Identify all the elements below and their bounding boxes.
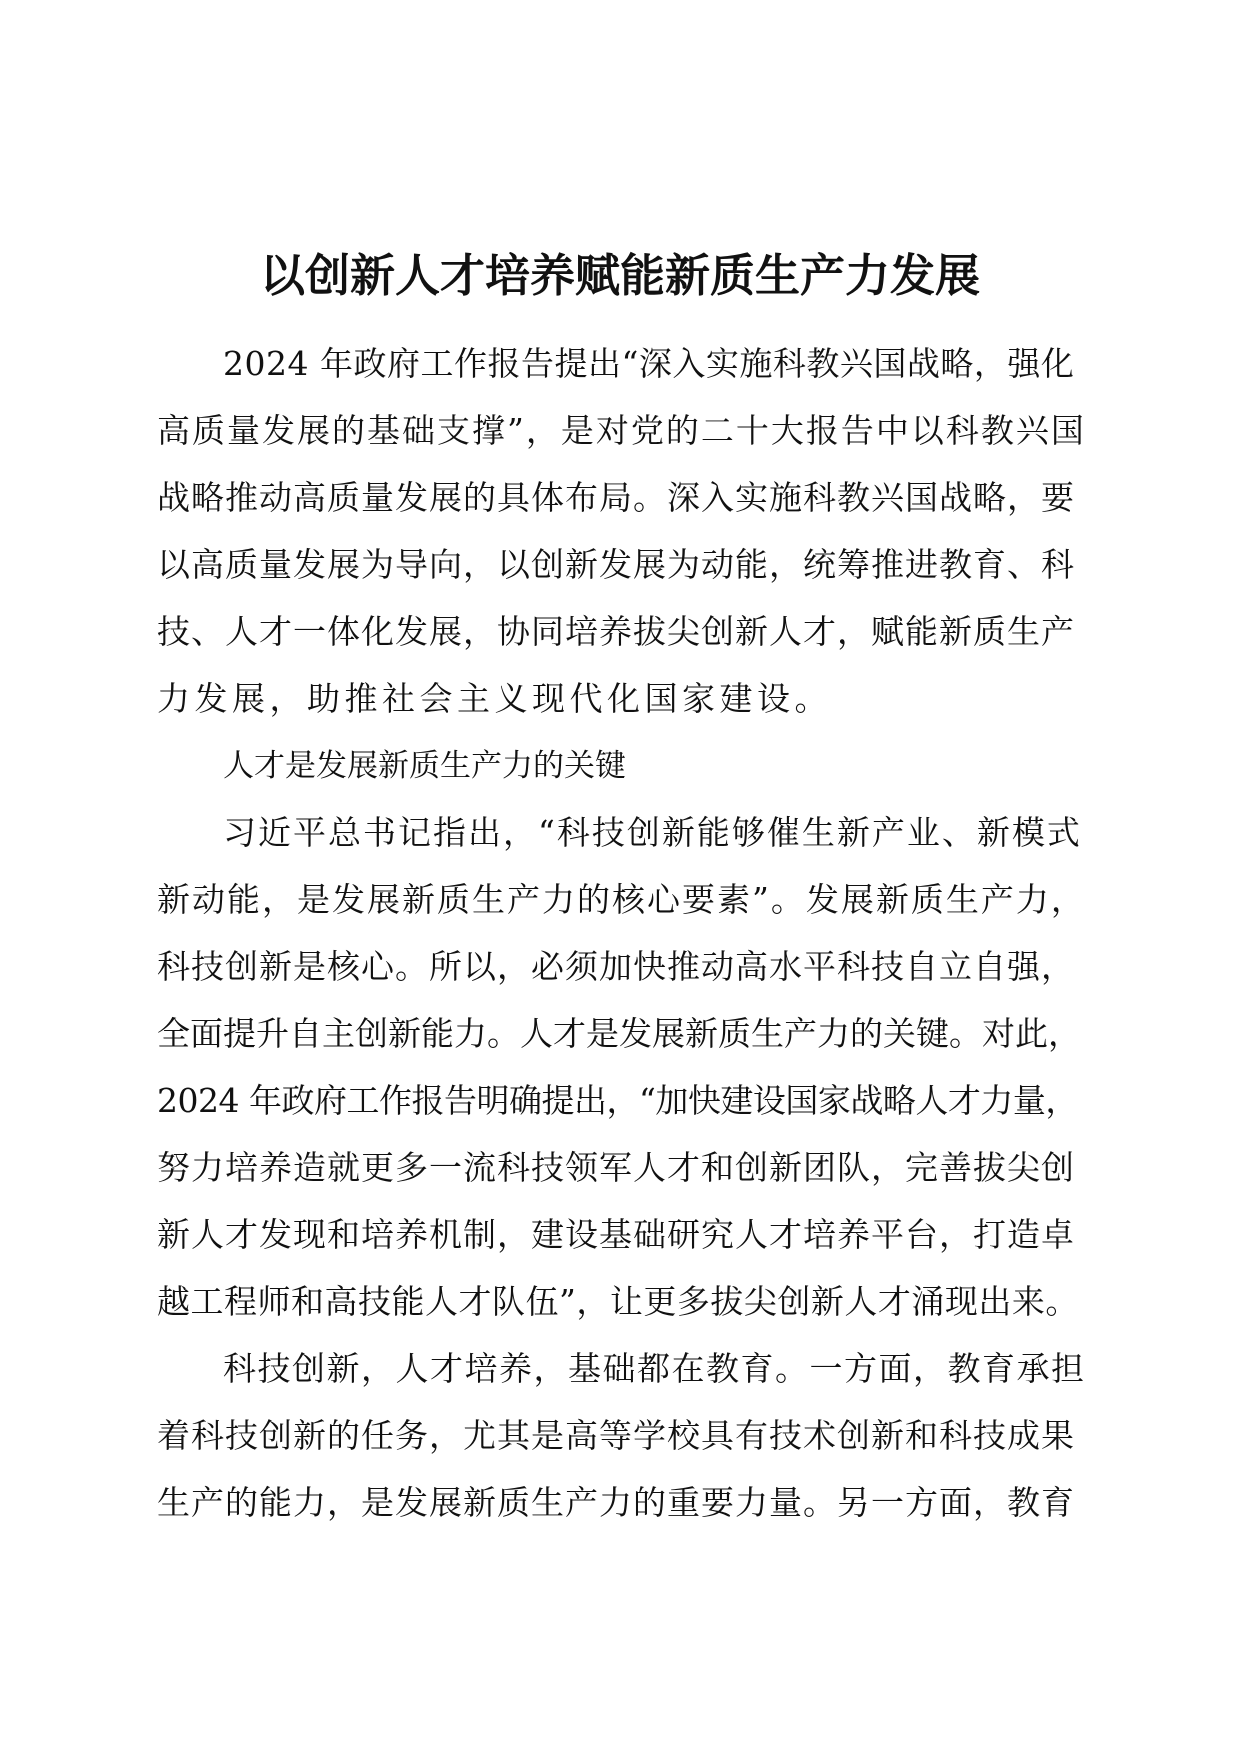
paragraph-line: 高质量发展的基础支撑”，是对党的二十大报告中以科教兴国 bbox=[157, 411, 1086, 450]
paragraph-line: 努力培养造就更多一流科技领军人才和创新团队，完善拔尖创 bbox=[157, 1148, 1075, 1187]
paragraph-line: 习近平总书记指出，“科技创新能够催生新产业、新模式 bbox=[223, 813, 1082, 852]
paragraph-line: 2024 年政府工作报告明确提出，“加快建设国家战略人才力量， bbox=[157, 1081, 1078, 1120]
document-title: 以创新人才培养赋能新质生产力发展 bbox=[259, 249, 980, 302]
paragraph-line: 力发展，助推社会主义现代化国家建设。 bbox=[157, 679, 832, 718]
paragraph-line: 新人才发现和培养机制，建设基础研究人才培养平台，打造卓 bbox=[157, 1215, 1075, 1254]
paragraph-line: 以高质量发展为导向，以创新发展为动能，统筹推进教育、科 bbox=[157, 545, 1075, 584]
paragraph-line: 越工程师和高技能人才队伍”，让更多拔尖创新人才涌现出来。 bbox=[157, 1282, 1079, 1321]
paragraph-line: 科技创新是核心。所以，必须加快推动高水平科技自立自强， bbox=[157, 947, 1075, 986]
paragraph-line: 生产的能力，是发展新质生产力的重要力量。另一方面，教育 bbox=[157, 1483, 1075, 1522]
paragraph-line: 科技创新，人才培养，基础都在教育。一方面，教育承担 bbox=[223, 1349, 1086, 1388]
paragraph-line: 战略推动高质量发展的具体布局。深入实施科教兴国战略，要 bbox=[157, 478, 1075, 517]
paragraph-line: 全面提升自主创新能力。人才是发展新质生产力的关键。对此， bbox=[157, 1014, 1081, 1053]
paragraph-line: 新动能，是发展新质生产力的核心要素”。发展新质生产力， bbox=[157, 880, 1086, 919]
paragraph-line: 技、人才一体化发展，协同培养拔尖创新人才，赋能新质生产 bbox=[157, 612, 1075, 651]
paragraph-line: 2024 年政府工作报告提出“深入实施科教兴国战略，强化 bbox=[223, 344, 1075, 383]
paragraph-line: 着科技创新的任务，尤其是高等学校具有技术创新和科技成果 bbox=[157, 1416, 1075, 1455]
section-heading: 人才是发展新质生产力的关键 bbox=[223, 748, 626, 784]
